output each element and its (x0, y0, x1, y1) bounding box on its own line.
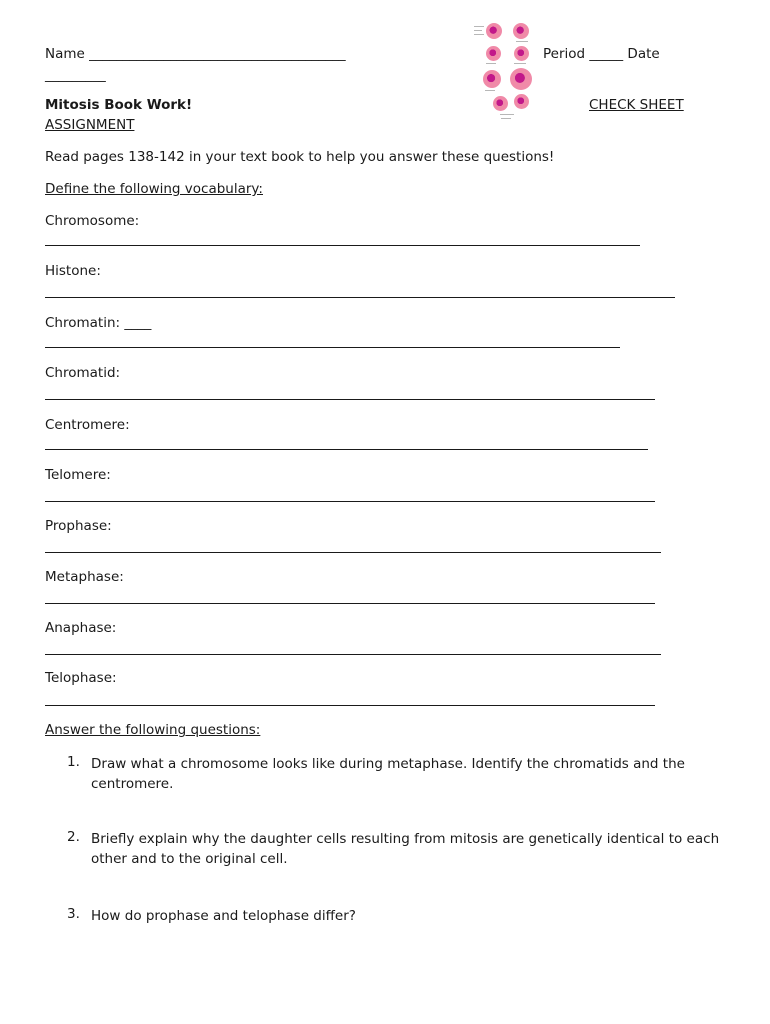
answer-line[interactable] (45, 347, 620, 348)
questions-heading: Answer the following questions: (45, 722, 261, 738)
answer-line[interactable] (45, 552, 661, 553)
vocab-term-metaphase: Metaphase: (45, 569, 124, 585)
question-number: 1. (67, 754, 80, 770)
vocab-term-centromere: Centromere: (45, 417, 130, 433)
answer-line[interactable] (45, 399, 655, 400)
question-2-text: Briefly explain why the daughter cells resulting from mitosis are genetically identical to each other and to the original cell. (91, 831, 720, 867)
answer-line[interactable] (45, 501, 655, 502)
answer-line[interactable] (45, 603, 655, 604)
vocab-term-histone: Histone: (45, 263, 101, 279)
assignment-label: ASSIGNMENT (45, 117, 135, 133)
vocab-term-chromosome: Chromosome: (45, 213, 140, 229)
period-date-label: Period _____ Date (543, 46, 660, 62)
name-field-label: Name ______________________________________ (45, 46, 346, 62)
question-3-text: How do prophase and telophase differ? (91, 908, 356, 924)
vocab-term-anaphase: Anaphase: (45, 620, 117, 636)
worksheet-title: Mitosis Book Work! (45, 97, 193, 113)
vocab-term-chromatin: Chromatin: ____ (45, 315, 152, 331)
instructions-text: Read pages 138-142 in your text book to help you answer these questions! (45, 149, 555, 165)
question-1-text: Draw what a chromosome looks like during metaphase. Identify the chromatids and the centromere. (91, 756, 685, 792)
vocab-term-telomere: Telomere: (45, 467, 111, 483)
mitosis-diagram-icon (472, 20, 538, 122)
vocab-term-telophase: Telophase: (45, 670, 117, 686)
answer-line[interactable] (45, 245, 640, 246)
answer-line[interactable] (45, 297, 675, 298)
vocab-term-chromatid: Chromatid: (45, 365, 121, 381)
date-blank: _________ (45, 67, 106, 83)
question-number: 3. (67, 906, 80, 922)
vocab-heading: Define the following vocabulary: (45, 181, 263, 197)
vocab-term-prophase: Prophase: (45, 518, 112, 534)
check-sheet-label: CHECK SHEET (589, 97, 684, 113)
answer-line[interactable] (45, 449, 648, 450)
answer-line[interactable] (45, 705, 655, 706)
answer-line[interactable] (45, 654, 661, 655)
question-number: 2. (67, 829, 80, 845)
